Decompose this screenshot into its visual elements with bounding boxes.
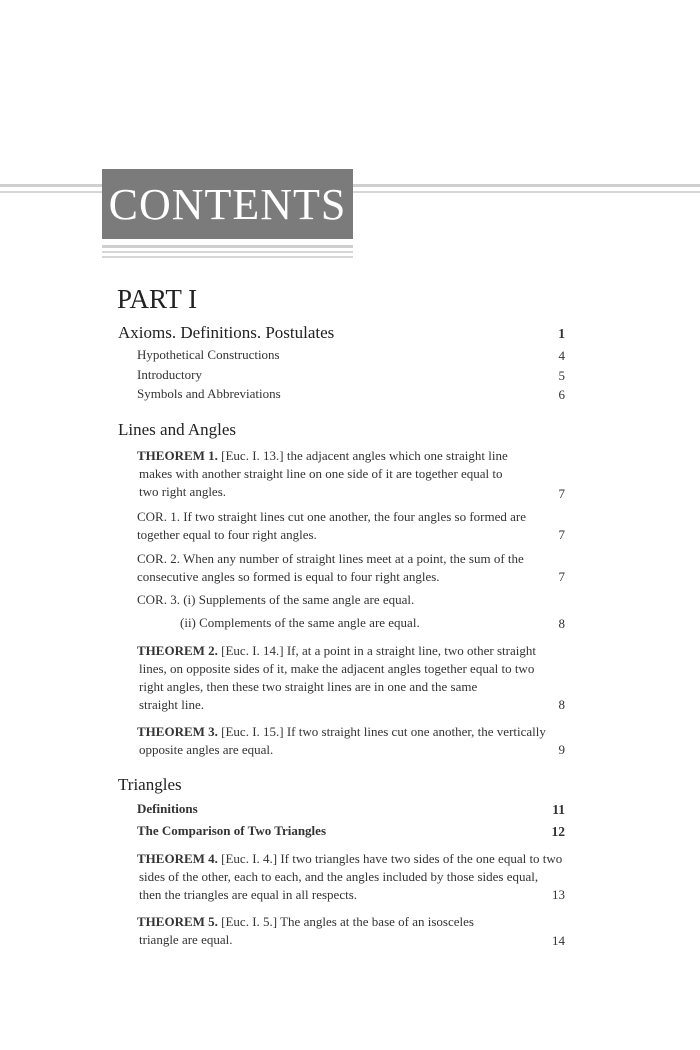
banner-underline [102, 256, 353, 258]
banner-underline [102, 251, 353, 253]
toc-item: The Comparison of Two Triangles [137, 823, 327, 838]
header-rule [0, 184, 102, 187]
section-lines-angles-title: Lines and Angles [118, 420, 237, 439]
section-triangles-title: Triangles [118, 775, 182, 794]
theorem-label: THEOREM 5. [137, 914, 218, 929]
corollary-2-entry: COR. 2. When any number of straight lines meet at a point, the sum of the consecutive angles so formed is equal to four right angles. [137, 551, 524, 584]
header-rule [0, 191, 102, 193]
toc-page: 11 [552, 802, 565, 817]
theorem-label: THEOREM 1. [137, 448, 218, 463]
theorem-label: THEOREM 4. [137, 851, 218, 866]
toc-page: 4 [558, 348, 565, 363]
corollary-3-line: COR. 3. (i) Supplements of the same angle are equal. [137, 592, 415, 607]
toc-item: Definitions [137, 801, 198, 816]
banner-underline [102, 245, 353, 248]
toc-item: Introductory [137, 367, 202, 382]
corollary-1-entry: COR. 1. If two straight lines cut one another, the four angles so formed are together equal to four right angles. [137, 509, 527, 542]
section-axioms-title: Axioms. Definitions. Postulates [118, 323, 335, 342]
section-axioms-page: 1 [558, 326, 565, 341]
header-rule [353, 191, 700, 193]
toc-page: 7 [558, 486, 565, 501]
toc-page: 13 [552, 887, 565, 902]
toc-item: Hypothetical Constructions [137, 347, 280, 362]
toc-page: 8 [558, 697, 565, 712]
toc-page: 7 [558, 569, 565, 584]
toc-page: 7 [558, 527, 565, 542]
toc-page: 9 [558, 742, 565, 757]
toc-page: 12 [551, 824, 565, 839]
theorem-3-entry: THEOREM 3. [Euc. I. 15.] If two straight lines cut one another, the vertically opposite angles are equal. [137, 724, 546, 757]
toc-page: 14 [552, 933, 565, 948]
toc-page: 8 [558, 616, 565, 631]
toc-page: 6 [558, 387, 565, 402]
corollary-3-line: (ii) Complements of the same angle are equal. [180, 615, 420, 630]
theorem-4-entry: THEOREM 4. [Euc. I. 4.] If two triangles have two sides of the one equal to two sides of the other, each to each, and the angles included by those sides equal, then the triangles are equal in all respects. [137, 851, 563, 902]
toc-item: Symbols and Abbreviations [137, 386, 281, 401]
header-rule [353, 184, 700, 187]
contents-heading: CONTENTS [102, 169, 353, 239]
toc-page: 5 [558, 368, 565, 383]
theorem-2-entry: THEOREM 2. [Euc. I. 14.] If, at a point in a straight line, two other straight lines, on opposite sides of it, make the adjacent angles together equal to two right angles, then these two straight lines are in one and the same straight line. [137, 643, 536, 712]
part-title: PART I [117, 284, 198, 314]
theorem-5-entry: THEOREM 5. [Euc. I. 5.] The angles at the base of an isosceles triangle are equal. [137, 914, 474, 947]
theorem-label: THEOREM 2. [137, 643, 218, 658]
theorem-1-entry: THEOREM 1. [Euc. I. 13.] the adjacent angles which one straight line makes with another straight line on one side of it are together equal to two right angles. [137, 448, 508, 499]
theorem-label: THEOREM 3. [137, 724, 218, 739]
